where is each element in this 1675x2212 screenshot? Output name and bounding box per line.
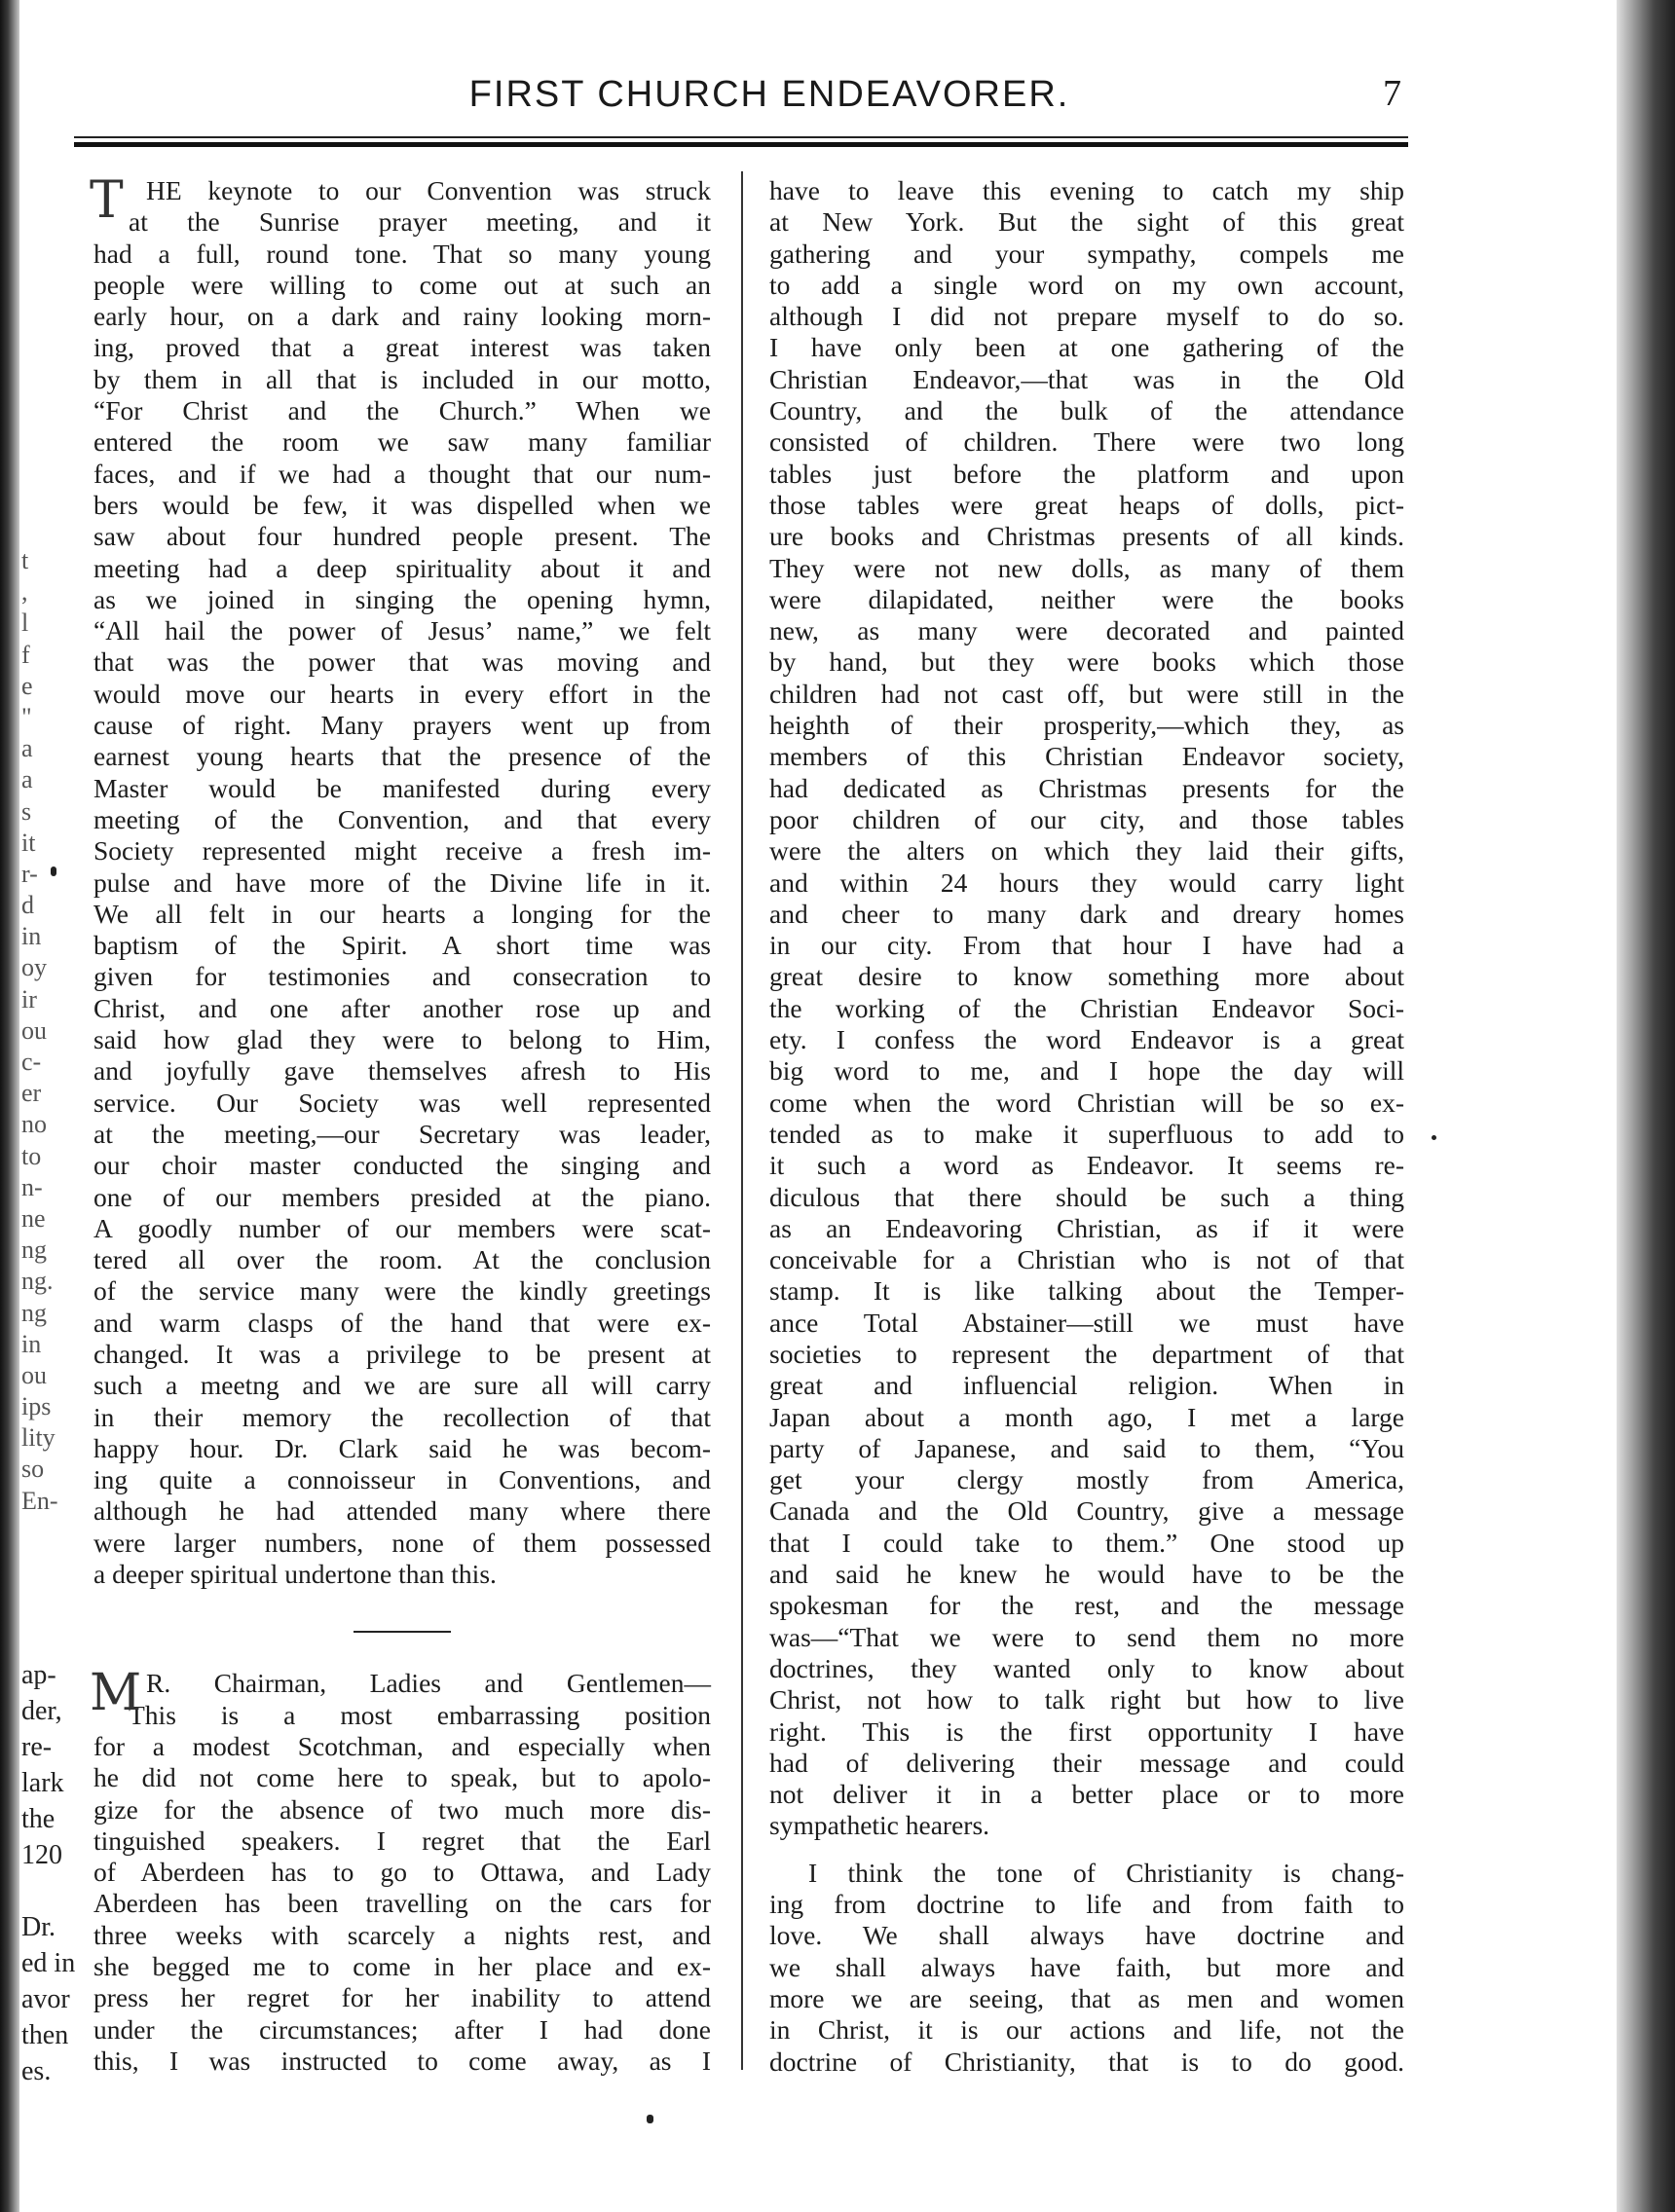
bleed-fragment: ap- (21, 1660, 56, 1690)
text-line: children had not cast off, but were still in the (769, 678, 1404, 709)
text-line: big word to me, and I hope the day will (769, 1055, 1404, 1087)
text-line: as an Endeavoring Christian, as if it were (769, 1212, 1404, 1243)
text-line: This is a most embarrassing position (129, 1699, 711, 1730)
text-line: were dilapidated, neither were the books (769, 583, 1404, 614)
text-line: such a meetng and we are sure all will carry (93, 1370, 711, 1401)
text-line: poor children of our city, and those tables (769, 803, 1404, 834)
text-line-content: R. Chairman, Ladies and Gentlemen— (146, 1668, 711, 1699)
text-line: were the alters on which they laid their gifts, (769, 835, 1404, 866)
bleed-fragment: so (21, 1455, 45, 1484)
text-line: Japan about a month ago, I met a large (769, 1401, 1404, 1432)
bleed-fragment: f (21, 640, 30, 669)
text-line: I have only been at one gathering of the (769, 332, 1404, 363)
text-line: baptism of the Spirit. A short time was (93, 930, 711, 961)
text-line: Aberdeen has been travelling on the cars for (93, 1888, 711, 1919)
text-line: entered the room we saw many familiar (93, 426, 711, 458)
article-convention-report (90, 171, 711, 1590)
article-scotchman-speech-continued (769, 175, 1404, 1842)
text-line: changed. It was a privilege to be present at (93, 1338, 711, 1369)
text-line: tinguished speakers. I regret that the Earl (93, 1825, 711, 1856)
text-line: societies to represent the department of that (769, 1338, 1404, 1369)
text-line: ance Total Abstainer—still we must have (769, 1307, 1404, 1338)
bleed-fragment: , (21, 577, 28, 607)
column-divider (741, 171, 743, 2070)
text-line: and joyfully gave themselves afresh to His (93, 1055, 711, 1087)
text-line: and said he knew he would have to be the (769, 1559, 1404, 1590)
bleed-fragment: the (21, 1804, 56, 1834)
text-line: Country, and the bulk of the attendance (769, 395, 1404, 426)
text-line: great and influencial religion. When in (769, 1370, 1404, 1401)
text-line: members of this Christian Endeavor society, (769, 741, 1404, 772)
text-line: in Christ, it is our actions and life, not the (769, 2014, 1404, 2046)
text-line: Society represented might receive a fresh im- (93, 835, 711, 866)
text-line: one of our members presided at the piano. (93, 1181, 711, 1212)
text-line: tables just before the platform and upon (769, 458, 1404, 489)
text-line: gize for the absence of two much more dis- (93, 1793, 711, 1825)
text-line: would move our hearts in every effort in the (93, 678, 711, 709)
text-line: faces, and if we had a thought that our num- (93, 458, 711, 489)
bleed-fragment: l (21, 608, 29, 638)
bleed-fragment: no (21, 1110, 47, 1139)
bleed-fragment: " (21, 702, 32, 731)
text-line: heighth of their prosperity,—which they, as (769, 710, 1404, 741)
text-line: love. We shall always have doctrine and (769, 1920, 1404, 1951)
left-column (90, 171, 711, 2077)
page-binding-edge (0, 0, 19, 2212)
text-line: great desire to know something more about (769, 961, 1404, 992)
text-line-content: HE keynote to our Convention was struck (146, 175, 711, 205)
text-line: of Aberdeen has to go to Ottawa, and Lady (93, 1857, 711, 1888)
text-line: it such a word as Endeavor. It seems re- (769, 1150, 1404, 1181)
text-line: although he had attended many where there (93, 1495, 711, 1527)
text-line: in our city. From that hour I have had a (769, 930, 1404, 961)
text-line: “For Christ and the Church.” When we (93, 395, 711, 426)
text-line: although I did not prepare myself to do so. (769, 301, 1404, 332)
text-line: those tables were great heaps of dolls, pict- (769, 489, 1404, 520)
text-line: said how glad they were to belong to Him, (93, 1024, 711, 1055)
text-line: to add a single word on my own account, (769, 269, 1404, 300)
text-line: we shall always have faith, but more and (769, 1951, 1404, 1982)
article-final-paragraph (769, 1858, 1404, 2078)
bleed-fragment: Dr. (21, 1912, 56, 1942)
text-line: come when the word Christian will be so ex- (769, 1087, 1404, 1118)
text-line: people were willing to come out at such an (93, 269, 711, 300)
text-line: Master would be manifested during every (93, 772, 711, 803)
text-line: get your clergy mostly from America, (769, 1464, 1404, 1495)
bleed-fragment: 120 (21, 1840, 62, 1870)
text-line: Christian Endeavor,—that was in the Old (769, 363, 1404, 394)
text-line: was—“That we were to send them no more (769, 1621, 1404, 1652)
text-line: cause of right. Many prayers went up from (93, 710, 711, 741)
bleed-fragment: ed in (21, 1948, 76, 1978)
bleed-fragment: ips (21, 1392, 52, 1421)
bleed-fragment: in (21, 922, 42, 951)
bleed-fragment: r- (21, 859, 38, 888)
bleed-fragment: it (21, 828, 36, 857)
drop-cap-initial: M (90, 1664, 142, 1723)
left-margin-bleed-bottom (21, 1657, 76, 2089)
page-number: 7 (1383, 73, 1401, 114)
right-column (769, 175, 1404, 2078)
running-title: FIRST CHURCH ENDEAVORER. (468, 74, 1070, 115)
text-line: as we joined in singing the opening hymn, (93, 583, 711, 614)
bleed-fragment: ng. (21, 1267, 54, 1296)
text-line: ure books and Christmas presents of all kinds. (769, 521, 1404, 552)
text-line: had dedicated as Christmas presents for the (769, 772, 1404, 803)
bleed-fragment: e (21, 671, 33, 700)
text-line: doctrine of Christianity, that is to do good. (769, 2046, 1404, 2077)
header-rule-thin (74, 136, 1408, 138)
bleed-fragment: s (21, 796, 32, 826)
bleed-fragment: n- (21, 1172, 43, 1201)
text-line: the working of the Christian Endeavor Soci- (769, 992, 1404, 1023)
text-line: ing quite a connoisseur in Conventions, and (93, 1464, 711, 1495)
text-line: service. Our Society was well represented (93, 1087, 711, 1118)
bleed-fragment: ng (21, 1235, 47, 1265)
text-line: A goodly number of our members were scat- (93, 1212, 711, 1243)
bleed-fragment: avor (21, 1984, 70, 2014)
bleed-fragment: ir (21, 984, 37, 1014)
text-line: for a modest Scotchman, and especially when (93, 1730, 711, 1761)
text-line: We all felt in our hearts a longing for the (93, 898, 711, 929)
drop-cap-initial: T (90, 171, 124, 230)
left-margin-bleed-top (21, 545, 56, 1517)
text-line: earnest young hearts that the presence of the (93, 741, 711, 772)
bleed-fragment: oy (21, 953, 47, 982)
text-line: at New York. But the sight of this great (769, 206, 1404, 238)
text-line: diculous that there should be such a thing (769, 1181, 1404, 1212)
bleed-fragment: lark (21, 1768, 64, 1798)
text-line: meeting had a deep spirituality about it and (93, 552, 711, 583)
text-line: by hand, but they were books which those (769, 646, 1404, 678)
text-line: three weeks with scarcely a nights rest, and (93, 1919, 711, 1950)
text-line: this, I was instructed to come away, as I (93, 2045, 711, 2076)
text-line: happy hour. Dr. Clark said he was becom- (93, 1432, 711, 1463)
bleed-fragment: ne (21, 1203, 46, 1233)
text-line: given for testimonies and consecration to (93, 961, 711, 992)
bleed-fragment: es. (21, 2056, 52, 2086)
text-line: tended as to make it superfluous to add to (769, 1118, 1404, 1149)
bleed-fragment: ou (21, 1015, 47, 1045)
text-line: under the circumstances; after I had done (93, 2013, 711, 2045)
bleed-fragment: re- (21, 1732, 53, 1762)
paragraph-gap (769, 1842, 1404, 1858)
text-line: They were not new dolls, as many of them (769, 552, 1404, 583)
text-line: Christ, not how to talk right but how to live (769, 1684, 1404, 1715)
text-line: “All hail the power of Jesus’ name,” we felt (93, 615, 711, 646)
text-line: party of Japanese, and said to them, “You (769, 1432, 1404, 1463)
text-line: gathering and your sympathy, compels me (769, 238, 1404, 269)
bleed-fragment: ng (21, 1298, 47, 1327)
text-line: more we are seeing, that as men and women (769, 1982, 1404, 2013)
book-spine-shadow (1617, 0, 1675, 2212)
text-line: at the Sunrise prayer meeting, and it (129, 206, 711, 238)
text-line: ing, proved that a great interest was taken (93, 332, 711, 363)
bleed-fragment: a (21, 734, 33, 763)
article-separator-rule (354, 1631, 451, 1633)
text-line: saw about four hundred people present. The (93, 521, 711, 552)
text-line: by them in all that is included in our motto, (93, 363, 711, 394)
text-line: stamp. It is like talking about the Temper- (769, 1275, 1404, 1307)
text-line: doctrines, they wanted only to know about (769, 1652, 1404, 1683)
text-line: that I could take to them.” One stood up (769, 1527, 1404, 1558)
text-line: right. This is the first opportunity I have (769, 1715, 1404, 1747)
text-line: tered all over the room. At the conclusion (93, 1244, 711, 1275)
text-line: new, as many were decorated and painted (769, 615, 1404, 646)
text-line: ety. I confess the word Endeavor is a great (769, 1024, 1404, 1055)
article-scotchman-speech-start (90, 1664, 711, 2077)
ink-speck (1432, 1135, 1436, 1140)
text-line: our choir master conducted the singing and (93, 1150, 711, 1181)
bleed-fragment: a (21, 765, 33, 794)
text-line: had a full, round tone. That so many young (93, 238, 711, 269)
text-line: Christ, and one after another rose up and (93, 992, 711, 1023)
bleed-fragment: ou (21, 1360, 47, 1389)
header-rule-thick (74, 142, 1408, 147)
text-line: have to leave this evening to catch my ship (769, 175, 1404, 205)
text-line: pulse and have more of the Divine life in it. (93, 866, 711, 898)
text-line: at the meeting,—our Secretary was leader, (93, 1118, 711, 1149)
text-line: and cheer to many dark and dreary homes (769, 898, 1404, 929)
bleed-fragment: der, (21, 1696, 62, 1726)
text-line: of the service many were the kindly greetings (93, 1275, 711, 1307)
text-line: not deliver it in a better place or to more (769, 1779, 1404, 1810)
text-line: in their memory the recollection of that (93, 1401, 711, 1432)
text-line: a deeper spiritual undertone than this. (93, 1559, 497, 1590)
text-line: bers would be few, it was dispelled when we (93, 489, 711, 520)
text-line: spokesman for the rest, and the message (769, 1590, 1404, 1621)
text-line: were larger numbers, none of them possessed (93, 1527, 711, 1558)
bleed-fragment: er (21, 1079, 42, 1108)
text-line: Canada and the Old Country, give a message (769, 1495, 1404, 1527)
ink-speck (51, 866, 56, 876)
bleed-fragment: c- (21, 1048, 42, 1076)
text-line: and warm clasps of the hand that were ex- (93, 1307, 711, 1338)
text-line: he did not come here to speak, but to apolo- (93, 1762, 711, 1793)
text-line: and within 24 hours they would carry light (769, 866, 1404, 898)
bleed-fragment: lity (21, 1423, 56, 1453)
text-line: that was the power that was moving and (93, 646, 711, 678)
text-line: press her regret for her inability to attend (93, 1982, 711, 2013)
text-line: conceivable for a Christian who is not of that (769, 1244, 1404, 1275)
text-line: I think the tone of Christianity is chang- (808, 1857, 1404, 1888)
text-line: meeting of the Convention, and that every (93, 803, 711, 834)
ink-speck (647, 2115, 653, 2123)
bleed-fragment (21, 1873, 56, 1909)
text-line: early hour, on a dark and rainy looking morn- (93, 301, 711, 332)
bleed-fragment: t (21, 546, 29, 574)
text-line: sympathetic hearers. (769, 1810, 990, 1841)
bleed-fragment: En- (21, 1486, 58, 1515)
bleed-fragment: d (21, 891, 34, 920)
bleed-fragment: then (21, 2020, 69, 2050)
text-line: had of delivering their message and could (769, 1747, 1404, 1778)
text-line: consisted of children. There were two long (769, 426, 1404, 458)
bleed-fragment: to (21, 1141, 42, 1170)
text-line: ing from doctrine to life and from faith to (769, 1889, 1404, 1920)
bleed-fragment: in (21, 1329, 42, 1358)
text-line: she begged me to come in her place and ex- (93, 1951, 711, 1982)
